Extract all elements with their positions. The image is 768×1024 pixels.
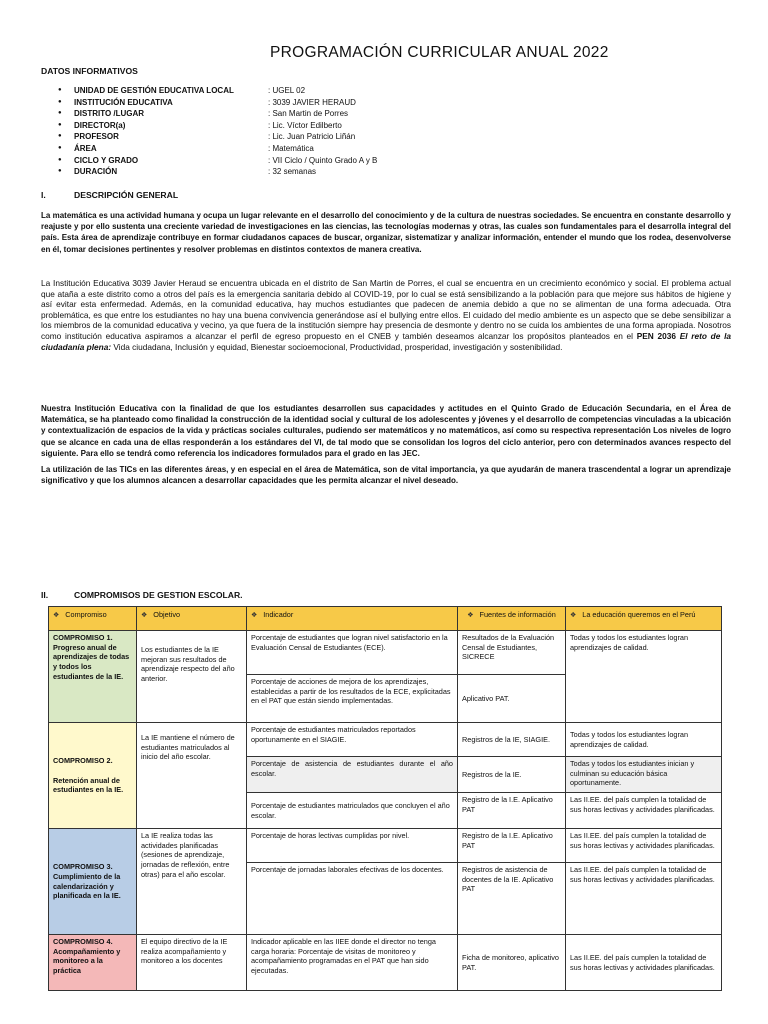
- section-heading: DESCRIPCIÓN GENERAL: [74, 190, 179, 200]
- list-item: ● INSTITUCIÓN EDUCATIVA : 3039 JAVIER HERAUD: [58, 97, 356, 107]
- table-row: [49, 723, 722, 757]
- bullet-icon: ●: [58, 168, 62, 175]
- table-header: ❖ Indicador: [247, 607, 458, 631]
- table-cell: Registros de la IE, SIAGIE.: [458, 723, 566, 757]
- diamond-bullet-icon: ❖: [570, 612, 577, 619]
- bullet-icon: ●: [58, 121, 62, 128]
- diamond-bullet-icon: ❖: [467, 612, 474, 619]
- table-cell: Las II.EE. del país cumplen la totalidad de sus horas lectivas y actividades planificadas.: [566, 829, 722, 863]
- diamond-bullet-icon: ❖: [251, 612, 258, 619]
- section-number: II.: [41, 590, 49, 600]
- diamond-bullet-icon: ❖: [53, 612, 60, 619]
- description-paragraph-3: Nuestra Institución Educativa con la finalidad de que los estudiantes desarrollen sus capacidades y actitudes en el Quinto Grado de Educación Secundaria, en el Área de Matemática, se ha planteado como finalidad la construcción de la identidad social y cultural de los adolescentes y jóvenes y el desarrollo de competencias vinculadas a la ubicación y contextualización de espacios de la vida y prácticas sociales culturales, pudiendo ser matemáticos y no matemáticos, así como su respectiva representación Los niveles de logro que se alcance en cada una de ellas responderán a los estándares del VI, de tal modo que se consolidan los logros del ciclo anterior, pero con determinados avances respecto del siguiente. Para ello se tendrá como referencia los indicadores formulados para el grado en las JEC.: [41, 404, 731, 458]
- table-cell: Porcentaje de acciones de mejora de los aprendizajes, establecidas a partir de los resultados de la ECE, explicitadas en el PAT que están siendo implementadas.: [247, 675, 458, 723]
- table-cell: Registro de la I.E. Aplicativo PAT: [458, 793, 566, 829]
- table-cell: Registros de la IE.: [458, 757, 566, 793]
- table-cell: Porcentaje de estudiantes matriculados reportados oportunamente en el SIAGIE.: [247, 723, 458, 757]
- bullet-icon: ●: [58, 87, 62, 93]
- datos-list: [58, 85, 377, 178]
- list-item: ● CICLO Y GRADO : VII Ciclo / Quinto Grado A y B: [58, 155, 378, 165]
- table-header: ❖ Fuentes de información: [458, 607, 566, 631]
- description-paragraph-2: La Institución Educativa 3039 Javier Heraud se encuentra ubicada en el distrito de San Martin de Porres, el cual se encuentra en un crecimiento económico y social. El problema actual que ataña a este distrito como a otros del país es la emergencia sanitaria debido al COVID-19, por lo cual se está sensibilizando a la población para que mejore sus hábitos de higiene y así evitar esta enfermedad. Además, en la comunidad educativa, hay muchos estudiantes que padecen de anemia debido a que no se alimentan de una forma adecuada. Otra problemática, es que entre los estudiantes no hay una buena convivencia generándose así el bullying entre ellos. El cuidado del medio ambiente es un aspecto que se debe sensibilizar a los miembros de la comunidad educativa y vecino, ya que fuera de la institución siempre hay presencia de desmonte y dentro no se cuida los ambientes de una forma apropiada. Nosotros como institución educativa aspiramos a alcanzar el perfil de egreso propuesto en el CNEB y también deseamos alcanzar los propósitos planteados en el PEN 2036 El reto de la ciudadanía plena: Vida ciudadana, Inclusión y equidad, Bienestar socioemocional, Productividad, prosperidad, investigación y sostenibilidad.: [41, 278, 732, 352]
- table-cell: Resultados de la Evaluación Censal de Estudiantes, SICRECE: [458, 631, 566, 675]
- table-cell: Todas y todos los estudiantes logran aprendizajes de calidad.: [566, 723, 722, 757]
- table-cell: Registro de la I.E. Aplicativo PAT: [458, 829, 566, 863]
- datos-heading: DATOS INFORMATIVOS: [41, 66, 138, 76]
- section-heading: COMPROMISOS DE GESTION ESCOLAR.: [74, 590, 243, 600]
- table-cell: COMPROMISO 2. Retención anual de estudiantes en la IE.: [49, 723, 137, 829]
- table-cell: Ficha de monitoreo, aplicativo PAT.: [458, 935, 566, 991]
- table-cell: Las II.EE. del país cumplen la totalidad de sus horas lectivas y actividades planificadas.: [566, 863, 722, 935]
- table-cell: La IE realiza todas las actividades planificadas (sesiones de aprendizaje, jornadas de reflexión, entre otras) para el año escolar.: [137, 829, 247, 935]
- table-cell: Las II.EE. del país cumplen la totalidad de sus horas lectivas y actividades planificadas.: [566, 935, 722, 991]
- table-cell: Porcentaje de estudiantes que logran nivel satisfactorio en la Evaluación Censal de Estudiantes (ECE).: [247, 631, 458, 675]
- table-cell: COMPROMISO 3. Cumplimiento de la calendarización y planificada en la IE.: [49, 829, 137, 935]
- list-item: ● PROFESOR : Lic. Juan Patricio Liñán: [58, 132, 356, 142]
- list-item: ● ÁREA : Matemática: [58, 143, 314, 153]
- table-row: [49, 829, 722, 863]
- table-header: ❖ Compromiso: [49, 607, 137, 631]
- table-cell: Todas y todos los estudiantes logran aprendizajes de calidad.: [566, 631, 722, 723]
- page-title: PROGRAMACIÓN CURRICULAR ANUAL 2022: [270, 44, 609, 61]
- table-header: ❖ La educación queremos en el Perú: [566, 607, 722, 631]
- table-cell: COMPROMISO 1. Progreso anual de aprendizajes de todas y todos los estudiantes de la IE.: [49, 631, 137, 723]
- bullet-icon: ●: [58, 98, 62, 105]
- bullet-icon: ●: [58, 144, 62, 151]
- table-cell: Porcentaje de estudiantes matriculados que concluyen el año escolar.: [247, 793, 458, 829]
- bullet-icon: ●: [58, 110, 62, 117]
- table-cell: Indicador aplicable en las IIEE donde el director no tenga carga horaria: Porcentaje de visitas de monitoreo y acompañamiento programadas en el PAT que han sido ejecutadas.: [247, 935, 458, 991]
- list-item: ● DURACIÓN : 32 semanas: [58, 167, 317, 177]
- table-row: [49, 631, 722, 675]
- list-item: ● DIRECTOR(a) : Lic. Víctor Edilberto: [58, 120, 342, 130]
- list-item: ● DISTRITO /LUGAR : San Martin de Porres: [58, 109, 349, 119]
- table-cell: La IE mantiene el número de estudiantes matriculados al inicio del año escolar.: [137, 723, 247, 829]
- table-header-row: [49, 607, 722, 631]
- table-cell: Porcentaje de horas lectivas cumplidas por nivel.: [247, 829, 458, 863]
- diamond-bullet-icon: ❖: [141, 612, 148, 619]
- table-cell: Registros de asistencia de docentes de la IE. Aplicativo PAT: [458, 863, 566, 935]
- table-cell: Las II.EE. del país cumplen la totalidad de sus horas lectivas y actividades planificadas.: [566, 793, 722, 829]
- compromisos-table: [48, 606, 722, 991]
- table-cell: Porcentaje de asistencia de estudiantes durante el año escolar.: [247, 757, 458, 793]
- table-cell: Aplicativo PAT.: [458, 675, 566, 723]
- bullet-icon: ●: [58, 133, 62, 140]
- table-cell: COMPROMISO 4. Acompañamiento y monitoreo a la práctica: [49, 935, 137, 991]
- list-item: ● UNIDAD DE GESTIÓN EDUCATIVA LOCAL : UGEL 02: [58, 86, 306, 95]
- table-cell: Porcentaje de jornadas laborales efectivas de los docentes.: [247, 863, 458, 935]
- description-paragraph-1: La matemática es una actividad humana y ocupa un lugar relevante en el desarrollo del conocimiento y de la cultura de nuestras sociedades. Se encuentra en constante desarrollo y reajuste y por ello sustenta una creciente variedad de investigaciones en las ciencias, las tecnologías modernas y otras, las cuales son fundamentales para el desarrolla integral del país. Esta área de aprendizaje contribuye en formar ciudadanos capaces de buscar, organizar, sistematizar y analizar información, entender el mundo que los rodea, desenvolverse en él, tomar decisiones pertinentes y resolver problemas en distintos contextos de manera creativa.: [41, 211, 731, 254]
- table-cell: Los estudiantes de la IE mejoran sus resultados de aprendizaje respecto del año anterior.: [137, 631, 247, 723]
- table-header: ❖ Objetivo: [137, 607, 247, 631]
- table-cell: Todas y todos los estudiantes inician y culminan su educación básica oportunamente.: [566, 757, 722, 793]
- bullet-icon: ●: [58, 156, 62, 163]
- table-row: [49, 935, 722, 991]
- description-paragraph-4: La utilización de las TICs en las diferentes áreas, y en especial en el área de Matemática, son de vital importancia, ya que ayudarán de manera trascendental a lograr un aprendizaje significativo y que los alumnos alcancen a desarrollar capacidades que les permita alcanzar el nivel deseado.: [41, 465, 731, 486]
- table-cell: El equipo directivo de la IE realiza acompañamiento y monitoreo a los docentes: [137, 935, 247, 991]
- section-number: I.: [41, 190, 46, 200]
